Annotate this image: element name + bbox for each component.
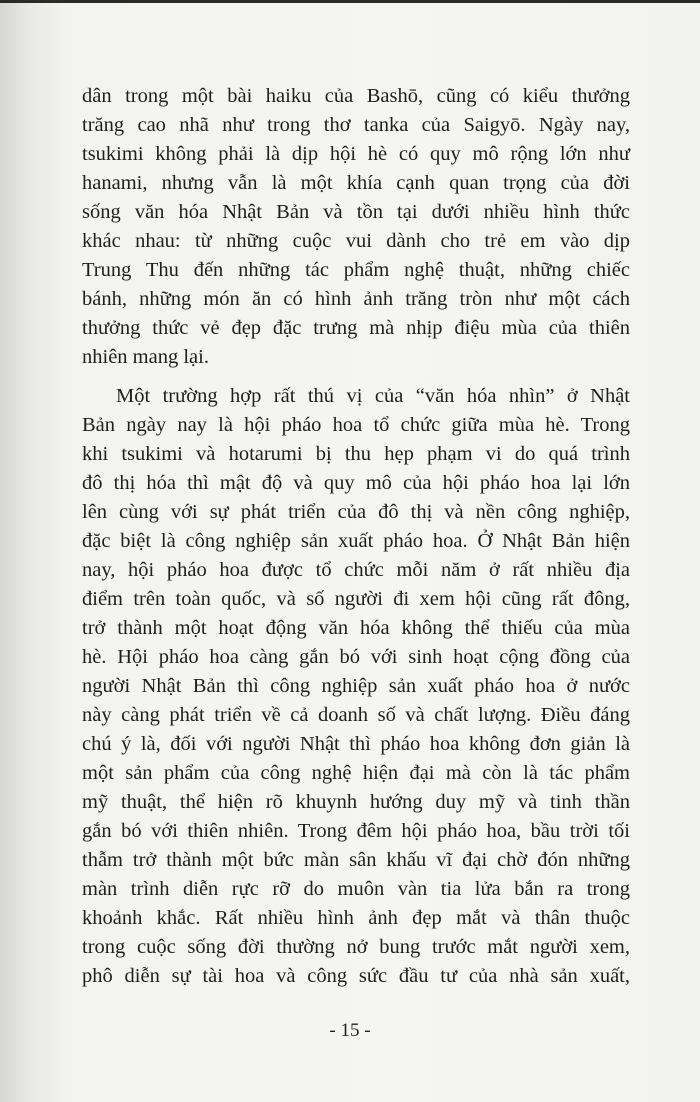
text-line: này càng phát triển về cả doanh số và chất lượng. Điều đáng (82, 704, 630, 726)
text-line: khi tsukimi và hotarumi bị thu hẹp phạm vi do quá trình (82, 443, 630, 465)
text-line: lên cùng với sự phát triển của đô thị và nền công nghiệp, (82, 501, 630, 523)
text-line: thẫm trở thành một bức màn sân khấu vĩ đại chờ đón những (82, 849, 630, 871)
text-line: chú ý là, đối với người Nhật thì pháo hoa không đơn giản là (82, 733, 630, 755)
text-line: nay, hội pháo hoa được tổ chức mỗi năm ở rất nhiều địa (82, 559, 630, 581)
text-line: hanami, nhưng vẫn là một khía cạnh quan trọng của đời (82, 172, 630, 194)
text-line: trăng cao nhã như trong thơ tanka của Saigyō. Ngày nay, (82, 114, 630, 136)
text-line: gắn bó với thiên nhiên. Trong đêm hội pháo hoa, bầu trời tối (82, 820, 630, 842)
text-line: người Nhật Bản thì công nghiệp sản xuất pháo hoa ở nước (82, 675, 630, 697)
text-line: thưởng thức vẻ đẹp đặc trưng mà nhịp điệu mùa của thiên (82, 317, 630, 339)
text-line: mỹ thuật, thể hiện rõ khuynh hướng duy mỹ và tinh thần (82, 791, 630, 813)
text-line: điểm trên toàn quốc, và số người đi xem hội cũng rất đông, (82, 588, 630, 610)
text-line: nhiên mang lại. (82, 346, 209, 368)
text-line: Một trường hợp rất thú vị của “văn hóa nhìn” ở Nhật (116, 385, 630, 407)
text-line: phô diễn sự tài hoa và công sức đầu tư của nhà sản xuất, (82, 965, 630, 987)
page-number: - 15 - (329, 1020, 371, 1041)
text-line: một sản phẩm của công nghệ hiện đại mà còn là tác phẩm (82, 762, 630, 784)
text-line: bánh, những món ăn có hình ảnh trăng tròn như một cách (82, 288, 630, 310)
body-text (82, 82, 630, 1001)
text-line: khoảnh khắc. Rất nhiều hình ảnh đẹp mắt và thân thuộc (82, 907, 630, 929)
text-line: sống văn hóa Nhật Bản và tồn tại dưới nhiều hình thức (82, 201, 630, 223)
text-line: Trung Thu đến những tác phẩm nghệ thuật, những chiếc (82, 259, 630, 281)
text-line: đặc biệt là công nghiệp sản xuất pháo hoa. Ở Nhật Bản hiện (82, 530, 630, 552)
text-line: dân trong một bài haiku của Bashō, cũng có kiểu thưởng (82, 85, 630, 107)
paragraph-1 (82, 82, 630, 372)
page-top-edge (0, 0, 700, 3)
text-line: hè. Hội pháo hoa càng gắn bó với sinh hoạt cộng đồng của (82, 646, 630, 668)
text-line: trong cuộc sống đời thường nở bung trước mắt người xem, (82, 936, 630, 958)
text-line: màn trình diễn rực rỡ do muôn vàn tia lửa bắn ra trong (82, 878, 630, 900)
text-line: trở thành một hoạt động văn hóa không thể thiếu của mùa (82, 617, 630, 639)
text-line: khác nhau: từ những cuộc vui dành cho trẻ em vào dịp (82, 230, 630, 252)
paragraph-2 (82, 382, 630, 991)
text-line: Bản ngày nay là hội pháo hoa tổ chức giữa mùa hè. Trong (82, 414, 630, 436)
text-line: tsukimi không phải là dịp hội hè có quy mô rộng lớn như (82, 143, 630, 165)
text-line: đô thị hóa thì mật độ và quy mô của hội pháo hoa lại lớn (82, 472, 630, 494)
